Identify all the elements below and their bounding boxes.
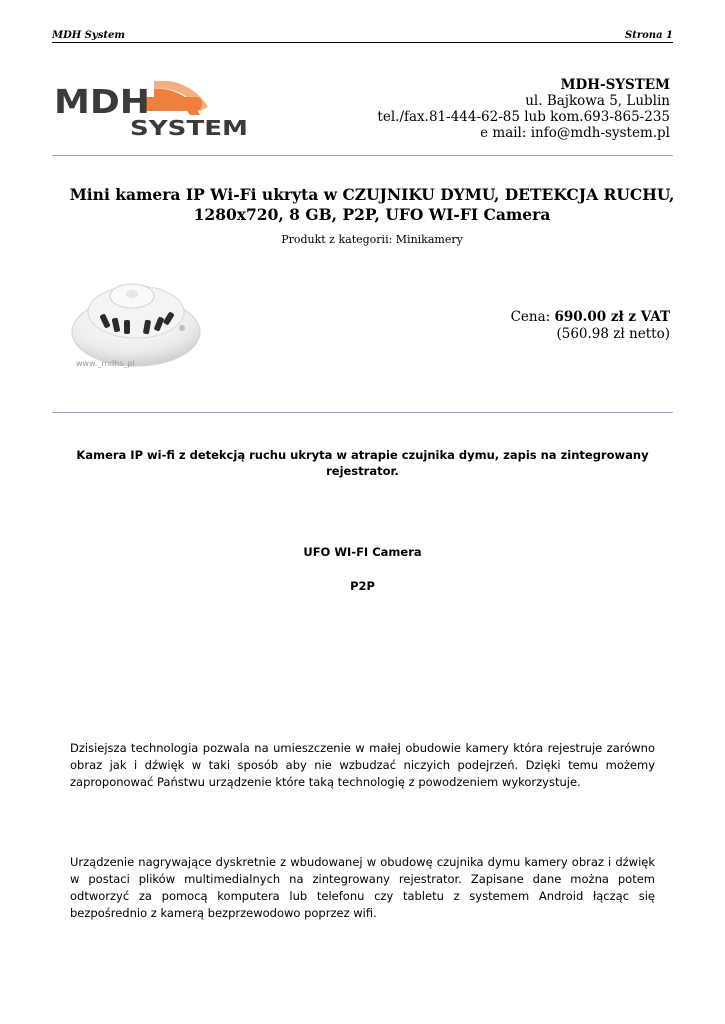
divider-top: [52, 155, 673, 156]
company-address: ul. Bajkowa 5, Lublin: [525, 93, 670, 109]
product-image-watermark: www._mdhs_pl: [76, 359, 135, 368]
company-phone: tel./fax.81-444-62-85 lub kom.693-865-235: [377, 109, 670, 125]
company-email: e mail: info@mdh-system.pl: [480, 125, 670, 141]
divider-middle: [52, 412, 673, 413]
price-net: (560.98 zł netto): [556, 326, 670, 342]
product-title-line1: Mini kamera IP Wi-Fi ukryta w CZUJNIKU DYMU, DETEKCJA RUCHU,: [69, 185, 675, 204]
header-page-number: Strona 1: [625, 30, 673, 41]
description-lead: Kamera IP wi-fi z detekcją ruchu ukryta w atrapie czujnika dymu, zapis na zintegrowany rejestrator.: [76, 448, 649, 478]
logo-text-top: MDH: [54, 82, 150, 121]
price-gross: 690.00 zł z VAT: [554, 309, 670, 325]
company-name: MDH-SYSTEM: [560, 77, 670, 93]
logo-text-bottom: SYSTEM: [130, 116, 248, 137]
header-company-name: MDH System: [52, 30, 125, 41]
feature-p2p: P2P: [350, 579, 375, 593]
description-paragraph-2: Urządzenie nagrywające dyskretnie z wbudowanej w obudowę czujnika dymu kamery obraz i dźwięk w postaci plików multimedialnych na zintegrowany rejestrator. Zapisane dane można potem odtworzyć za pomocą komputera lub telefonu czy tabletu z systemem Android łącząc się bezpośrednio z kamerą bezprzewodowo poprzez wifi.: [70, 855, 655, 920]
price-label: Cena:: [510, 309, 555, 325]
product-category: Produkt z kategorii: Minikamery: [281, 233, 463, 246]
product-title: [52, 185, 692, 225]
price-block: [511, 309, 670, 343]
company-contact-block: [377, 77, 670, 141]
running-header: [52, 29, 673, 43]
company-logo: [54, 81, 250, 137]
product-image: [66, 270, 206, 376]
feature-ufo: UFO WI-FI Camera: [303, 545, 422, 559]
description-paragraph-1: Dzisiejsza technologia pozwala na umieszczenie w małej obudowie kamery która rejestruje zarówno obraz jak i dźwięk w taki sposób aby nie wzbudzać niczyich podejrzeń. Dzięki temu możemy zaproponować Państwu urządzenie które taką technologię z powodzeniem wykorzystuje.: [70, 741, 655, 789]
product-title-line2: 1280x720, 8 GB, P2P, UFO WI-FI Camera: [193, 205, 551, 224]
